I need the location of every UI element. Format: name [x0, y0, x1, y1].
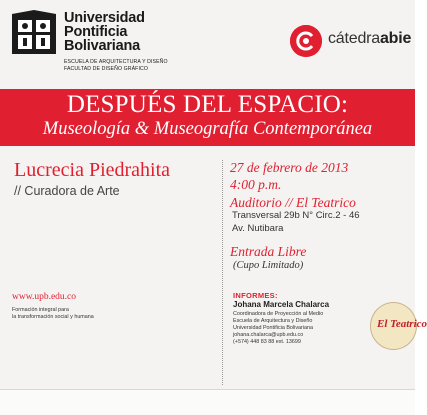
footer-tagline-line2: la transformación social y humana	[12, 314, 94, 320]
venue-address-line2: Av. Nutibara	[232, 223, 284, 234]
catedra-logo-icon	[290, 25, 322, 57]
event-time: 4:00 p.m.	[230, 177, 282, 192]
speaker-role: // Curadora de Arte	[14, 184, 120, 198]
footer-tagline-line1: Formación integral para	[12, 307, 69, 313]
catedra-brand	[328, 30, 411, 48]
contact-position: Coordinadora de Proyección al Medio	[233, 311, 324, 317]
university-logo	[10, 10, 190, 80]
event-title: DESPUÉS DEL ESPACIO:	[66, 91, 349, 118]
speaker-name: Lucrecia Piedrahita	[14, 159, 171, 181]
university-crest-icon	[10, 10, 60, 56]
university-name-line3: Bolivariana	[64, 38, 140, 54]
university-name-line2: Pontificia	[64, 24, 128, 40]
school-name: ESCUELA DE ARQUITECTURA Y DISEÑO	[64, 59, 168, 65]
el-teatrico-logo-icon	[370, 302, 427, 350]
bottom-divider	[0, 389, 415, 390]
venue-address-line1: Transversal 29b N° Circ.2 - 46	[232, 210, 360, 221]
bottom-strip	[0, 389, 415, 415]
entry-info: Entrada Libre	[230, 244, 307, 259]
event-venue: Auditorio // El Teatrico	[230, 195, 356, 210]
catedra-suffix: abie	[379, 30, 412, 47]
contact-email: johana.chalarca@upb.edu.co	[233, 332, 304, 338]
contact-name: Johana Marcela Chalarca	[233, 300, 330, 309]
contact-university: Universidad Pontificia Bolivariana	[233, 325, 314, 331]
event-subtitle: Museología & Museografía Contemporánea	[42, 119, 373, 139]
column-divider	[222, 160, 223, 385]
university-name-line1: Universidad	[64, 10, 145, 26]
faculty-name: FACULTAD DE DISEÑO GRÁFICO	[64, 66, 148, 72]
partner-logo-text: El Teatrico	[377, 318, 427, 330]
event-date: 27 de febrero de 2013	[230, 160, 349, 175]
contact-school: Escuela de Arquitectura y Diseño	[233, 318, 313, 324]
contact-phone: (+574) 448 83 88 ext. 13699	[233, 339, 301, 345]
catedra-prefix: cátedra	[328, 30, 380, 47]
entry-note: (Cupo Limitado)	[233, 260, 304, 271]
website-link[interactable]: www.upb.edu.co	[12, 292, 77, 302]
title-banner	[0, 89, 415, 146]
contact-label: INFORMES:	[233, 291, 278, 300]
